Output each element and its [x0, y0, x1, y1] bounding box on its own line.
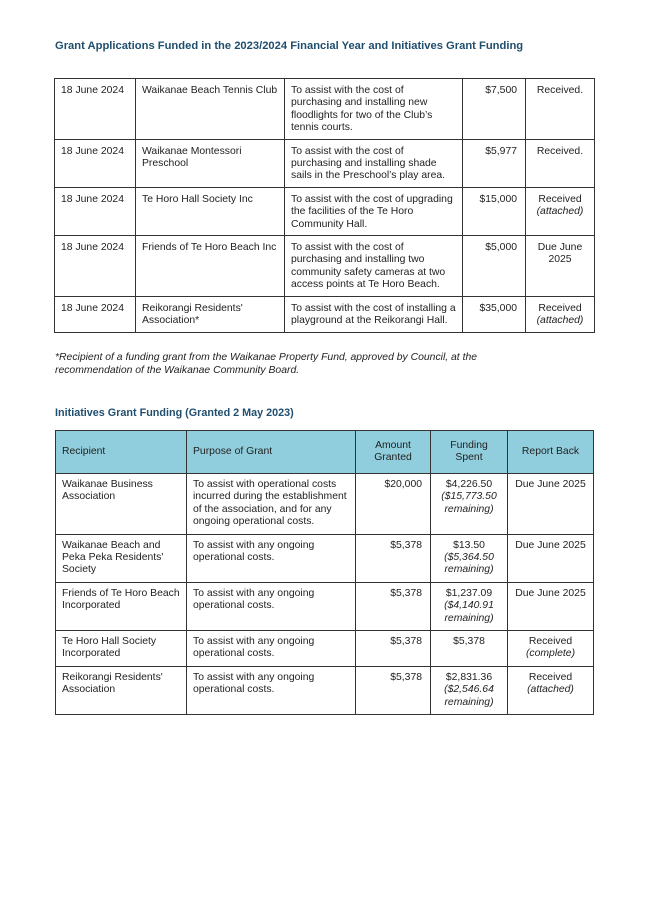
report-status: Due June 2025	[515, 587, 586, 599]
funding-spent-cell	[431, 534, 508, 582]
status-note: (attached)	[536, 206, 584, 218]
spent-amount: $13.50	[453, 539, 485, 551]
status-cell	[526, 187, 595, 235]
amount-cell: $15,000	[463, 187, 526, 235]
report-note: (attached)	[527, 684, 574, 696]
amount-cell: $35,000	[463, 296, 526, 332]
purpose-cell: To assist with operational costs incurred during the establishment of the association, and for any ongoing operational costs.	[187, 474, 356, 535]
table-row	[56, 631, 594, 667]
purpose-cell: To assist with any ongoing operational costs.	[187, 631, 356, 667]
table-row	[55, 139, 595, 187]
section-heading-initiatives: Initiatives Grant Funding (Granted 2 May 2023)	[55, 407, 294, 419]
purpose-cell: To assist with any ongoing operational costs.	[187, 534, 356, 582]
purpose-cell: To assist with the cost of purchasing and installing new floodlights for two of the Club’s tennis courts.	[285, 79, 463, 140]
recipient-cell: Friends of Te Horo Beach Inc	[136, 236, 285, 297]
amount-granted-cell: $5,378	[356, 666, 431, 714]
funding-spent-cell	[431, 474, 508, 535]
date-cell: 18 June 2024	[55, 236, 136, 297]
table-row	[55, 296, 595, 332]
funding-spent-cell	[431, 666, 508, 714]
amount-cell: $5,000	[463, 236, 526, 297]
report-back-cell	[508, 582, 594, 630]
purpose-cell: To assist with the cost of purchasing and installing shade sails in the Preschool’s play area.	[285, 139, 463, 187]
amount-cell: $5,977	[463, 139, 526, 187]
recipient-cell: Te Horo Hall Society Inc	[136, 187, 285, 235]
purpose-cell: To assist with the cost of upgrading the facilities of the Te Horo Community Hall.	[285, 187, 463, 235]
purpose-cell: To assist with the cost of installing a playground at the Reikorangi Hall.	[285, 296, 463, 332]
amount-granted-cell: $5,378	[356, 631, 431, 667]
table-row	[56, 534, 594, 582]
remaining-amount: ($15,773.50 remaining)	[441, 491, 497, 515]
funded-grants-table	[54, 78, 595, 333]
table-row	[55, 187, 595, 235]
spent-amount: $4,226.50	[445, 479, 493, 490]
footnote: *Recipient of a funding grant from the Waikanae Property Fund, approved by Council, at the recommendation of the Waikanae Community Board.	[55, 352, 478, 376]
initiatives-grant-table	[55, 430, 594, 715]
header-purpose: Purpose of Grant	[187, 431, 356, 474]
recipient-cell: Friends of Te Horo Beach Incorporated	[56, 582, 187, 630]
purpose-cell: To assist with any ongoing operational costs.	[187, 582, 356, 630]
amount-granted-cell: $5,378	[356, 534, 431, 582]
header-funding-spent: Funding Spent	[431, 431, 508, 474]
status-text: Received.	[536, 145, 584, 157]
report-note: (complete)	[525, 648, 576, 660]
report-back-cell	[508, 534, 594, 582]
remaining-amount: ($5,364.50 remaining)	[444, 552, 494, 576]
report-back-cell	[508, 631, 594, 667]
table-row	[56, 474, 594, 535]
report-back-cell	[508, 666, 594, 714]
report-back-cell	[508, 474, 594, 535]
date-cell: 18 June 2024	[55, 296, 136, 332]
status-text: Received.	[536, 85, 584, 96]
status-cell	[526, 296, 595, 332]
spent-amount: $2,831.36	[445, 671, 493, 683]
purpose-cell: To assist with any ongoing operational costs.	[187, 666, 356, 714]
report-status: Received	[528, 636, 573, 648]
purpose-cell: To assist with the cost of purchasing and installing two community safety cameras at two access points at Te Horo Beach.	[285, 236, 463, 297]
header-recipient: Recipient	[56, 431, 187, 474]
funding-spent-cell	[431, 631, 508, 667]
amount-cell: $7,500	[463, 79, 526, 140]
recipient-cell: Reikorangi Residents' Association	[56, 666, 187, 714]
table-row	[56, 582, 594, 630]
status-text: Received	[538, 193, 582, 205]
status-text: Received	[538, 302, 582, 314]
table-row	[56, 666, 594, 714]
recipient-cell: Reikorangi Residents' Association*	[136, 296, 285, 332]
recipient-cell: Waikanae Montessori Preschool	[136, 139, 285, 187]
section-heading-funded-grants: Grant Applications Funded in the 2023/2024 Financial Year and Initiatives Grant Funding	[55, 40, 524, 52]
recipient-cell: Waikanae Business Association	[56, 474, 187, 535]
header-report-back: Report Back	[508, 431, 594, 474]
status-cell	[526, 79, 595, 140]
date-cell: 18 June 2024	[55, 139, 136, 187]
table-header-row	[56, 431, 594, 474]
spent-amount: $5,378	[453, 636, 485, 648]
report-status: Due June 2025	[515, 479, 586, 490]
spent-amount: $1,237.09	[445, 587, 493, 599]
table-row	[55, 236, 595, 297]
recipient-cell: Waikanae Beach Tennis Club	[136, 79, 285, 140]
header-amount-granted: Amount Granted	[356, 431, 431, 474]
report-status: Received	[528, 671, 573, 683]
status-cell	[526, 139, 595, 187]
recipient-cell: Waikanae Beach and Peka Peka Residents' Society	[56, 534, 187, 582]
funding-spent-cell	[431, 582, 508, 630]
table-row	[55, 79, 595, 140]
status-note: (attached)	[536, 315, 584, 327]
amount-granted-cell: $5,378	[356, 582, 431, 630]
report-status: Due June 2025	[515, 539, 586, 551]
status-text: Due June 2025	[537, 242, 583, 266]
remaining-amount: ($4,140.91 remaining)	[444, 600, 494, 624]
recipient-cell: Te Horo Hall Society Incorporated	[56, 631, 187, 667]
date-cell: 18 June 2024	[55, 187, 136, 235]
remaining-amount: ($2,546.64 remaining)	[444, 684, 494, 708]
amount-granted-cell: $20,000	[356, 474, 431, 535]
status-cell	[526, 236, 595, 297]
date-cell: 18 June 2024	[55, 79, 136, 140]
